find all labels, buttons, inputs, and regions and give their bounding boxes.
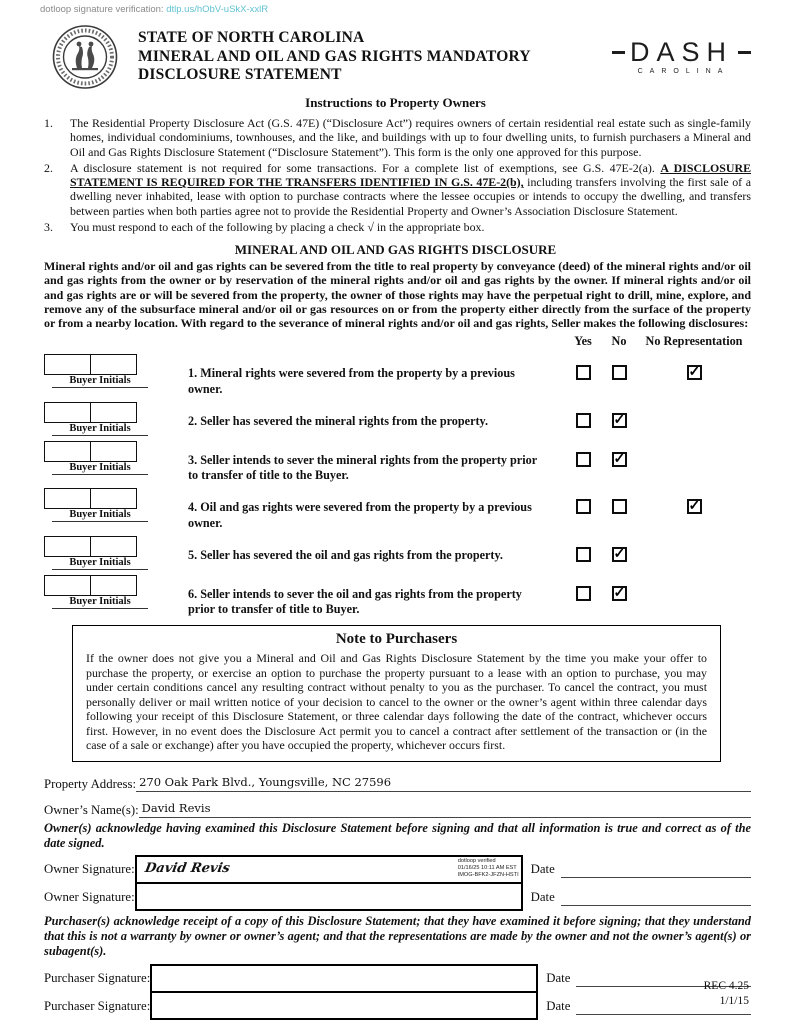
date-field[interactable] (561, 890, 751, 906)
buyer-initials-box[interactable] (90, 441, 137, 462)
disclosure-heading: MINERAL AND OIL AND GAS RIGHTS DISCLOSURE (234, 241, 557, 257)
yes-checkbox[interactable] (576, 365, 591, 380)
item-text: A disclosure statement is not required for some transactions. For a complete list of exemptions, see G.S. 47E-2(a). A DISCLOSURE STATEMENT IS REQUIRED FOR THE TRANSFERS IDENTIFIED IN G.S. 47E-2(b), including transfers involving the first sale of a dwelling never inhabited, lease with option to purchase contracts where the lessee occupies or intends to occupy the dwelling, and transfers between parties when both parties agree not to provide the Residential Property and Owner’s Association Disclosure Statement. (70, 160, 751, 218)
note-body: If the owner does not give you a Mineral and Oil and Gas Rights Disclosure Statement by the time you make your offer to purchase the property, or exercise an option to purchase the property pursuant to a lease with an option to purchase, you may under certain conditions cancel any resulting contract without penalty to you as the purchaser. To cancel the contract, you must personally deliver or mail written notice of your decision to cancel to the owner or the owner’s agent within three calendar days following your receipt of this Disclosure Statement, or three calendar days following the date of the contract, whichever occurs first. However, in no event does the Disclosure Act permit you to cancel a contract after settlement of the transaction or (in the case of a sale or exchange) after you have occupied the property, whichever occurs first. (86, 651, 707, 753)
table-header-row (44, 334, 751, 349)
note-to-purchasers-box (72, 625, 721, 762)
no-checkbox[interactable] (612, 547, 627, 562)
verification-label: dotloop signature verification: (40, 4, 164, 15)
yes-checkbox[interactable] (576, 452, 591, 467)
column-header-no: No (611, 334, 627, 349)
table-row (44, 575, 751, 618)
property-address-value[interactable]: 270 Oak Park Blvd., Youngsville, NC 27596 (136, 775, 751, 792)
item-text: You must respond to each of the following by placing a check √ in the appropriate box. (70, 219, 485, 234)
item-number: 1. (44, 116, 53, 130)
question-text: 4. Oil and gas rights were severed from the property by a previous owner. (188, 500, 532, 530)
purchaser-signature-label: Purchaser Signature: (44, 999, 151, 1014)
date-label: Date (546, 999, 571, 1014)
owner-signature-label: Owner Signature: (44, 890, 135, 905)
buyer-initials-block (44, 354, 176, 388)
question-text: 2. Seller has severed the mineral rights from the property. (188, 413, 489, 428)
date-label: Date (530, 862, 555, 877)
buyer-initials-label: Buyer Initials (52, 509, 148, 522)
yes-checkbox[interactable] (576, 499, 591, 514)
owner-acknowledgment-text: Owner(s) acknowledge having examined this Disclosure Statement before signing and that all information is true and correct as of the date signed. (44, 820, 751, 850)
property-address-row (0, 775, 791, 792)
buyer-initials-block (44, 402, 176, 436)
buyer-initials-block (44, 488, 176, 522)
owner-signature-label: Owner Signature: (44, 862, 135, 877)
no-checkbox[interactable] (612, 499, 627, 514)
instructions-heading: Instructions to Property Owners (305, 95, 486, 110)
buyer-initials-box[interactable] (44, 575, 91, 596)
purchaser-signature-field-1[interactable] (150, 964, 538, 993)
owner-name-label: Owner’s Name(s): (44, 802, 139, 817)
logo-left-dash (612, 51, 625, 54)
statutory-emphasis: A DISCLOSURE STATEMENT IS REQUIRED FOR THE TRANSFERS IDENTIFIED IN G.S. 47E-2(b), (70, 160, 751, 190)
instructions-list (0, 111, 791, 235)
buyer-initials-box[interactable] (44, 354, 91, 375)
owner-signature-row-1 (0, 855, 791, 884)
purchaser-signature-row-2 (0, 993, 791, 1020)
instruction-item-1 (44, 116, 751, 159)
form-title-block (138, 29, 612, 85)
buyer-initials-box[interactable] (90, 575, 137, 596)
purchaser-acknowledgment-text: Purchaser(s) acknowledge receipt of a copy of this Disclosure Statement; that they have examined it before signing; that they understand that this is not a warranty by owner or owner’s agent; and that the representations are made by the owner and not the owner’s agent(s) or subagent(s). (44, 914, 751, 959)
logo-right-dash (738, 51, 751, 54)
buyer-initials-box[interactable] (44, 402, 91, 423)
no-representation-checkbox[interactable] (687, 499, 702, 514)
item-number: 3. (44, 219, 53, 234)
no-checkbox[interactable] (612, 413, 627, 428)
table-row (44, 488, 751, 531)
column-header-yes: Yes (574, 334, 592, 349)
buyer-initials-box[interactable] (90, 354, 137, 375)
table-row (44, 354, 751, 397)
buyer-initials-label: Buyer Initials (52, 423, 148, 436)
no-checkbox[interactable] (612, 365, 627, 380)
purchaser-signature-label: Purchaser Signature: (44, 971, 151, 986)
date-field[interactable] (561, 862, 751, 878)
buyer-initials-box[interactable] (44, 536, 91, 557)
owner-name-value[interactable]: David Revis (139, 801, 751, 818)
question-text: 6. Seller intends to sever the oil and gas rights from the property prior to transfer of title to Buyer. (188, 586, 522, 617)
buyer-initials-label: Buyer Initials (52, 596, 148, 609)
column-header-no-representation: No Representation (645, 334, 743, 349)
table-row (44, 441, 751, 484)
buyer-initials-box[interactable] (90, 488, 137, 509)
property-address-label: Property Address: (44, 776, 137, 791)
logo-wordmark: DASH (629, 37, 733, 67)
buyer-initials-block (44, 575, 176, 609)
logo-subtext: CAROLINA (637, 68, 730, 75)
date-label: Date (530, 890, 555, 905)
owner-signature-field-1[interactable] (135, 855, 523, 884)
buyer-initials-box[interactable] (90, 536, 137, 557)
date-label: Date (546, 971, 571, 986)
dotloop-verification-bar (40, 4, 268, 15)
buyer-initials-box[interactable] (44, 441, 91, 462)
table-row (44, 402, 751, 436)
form-version-footer (704, 979, 749, 1010)
verification-link[interactable]: dtlp.us/hObV-uSkX-xxlR (166, 4, 269, 15)
note-title: Note to Purchasers (335, 631, 458, 648)
purchaser-signature-field-2[interactable] (150, 991, 538, 1020)
item-number: 2. (44, 160, 53, 175)
dotloop-verified-stamp: dotloop verified 01/16/25 10:11 AM EST IMOG-BFK2-JFZN-HSTI (457, 858, 519, 878)
yes-checkbox[interactable] (576, 413, 591, 428)
buyer-initials-box[interactable] (44, 488, 91, 509)
buyer-initials-block (44, 536, 176, 570)
form-date: 1/1/15 (719, 995, 749, 1008)
disclosure-body-text: Mineral rights and/or oil and gas rights can be severed from the title to real property by conveyance (deed) of the mineral rights and/or oil and gas rights from the owner or by reservation of the mineral rights and/or oil and gas rights by the owner. If mineral rights and/or oil and gas rights are or will be severed from the property, the owner of those rights may have the perpetual right to drill, mine, explore, and remove any of the subsurface mineral and/or oil or gas resources on or from the property either directly from the surface of the property or from a nearby location. With regard to the severance of mineral rights and/or oil and gas rights, Seller makes the following disclosures: (44, 258, 751, 331)
instruction-item-2 (44, 161, 751, 218)
no-checkbox[interactable] (612, 452, 627, 467)
instruction-item-3 (44, 220, 751, 235)
nc-real-estate-commission-seal-icon (44, 24, 126, 90)
buyer-initials-block (44, 441, 176, 475)
question-text: 3. Seller intends to sever the mineral rights from the property prior to transfer of title to the Buyer. (188, 452, 537, 483)
table-row (44, 536, 751, 570)
yes-checkbox[interactable] (576, 547, 591, 562)
buyer-initials-label: Buyer Initials (52, 375, 148, 388)
buyer-initials-label: Buyer Initials (52, 462, 148, 475)
form-main-title: MINERAL AND OIL AND GAS RIGHTS MANDATORY DISCLOSURE STATEMENT (138, 47, 531, 84)
form-code: REC 4.25 (703, 979, 749, 992)
item-text: The Residential Property Disclosure Act (G.S. 47E) (“Disclosure Act”) requires owners of certain residential real estate such as single-family homes, individual condominiums, townhouses, and the like, and buildings with up to four dwelling units, to furnish purchasers a Mineral and Oil and Gas Rights Disclosure Statement (“Disclosure Statement”). This form is the only one approved for this purpose. (70, 116, 751, 159)
no-representation-checkbox[interactable] (687, 365, 702, 380)
purchaser-signature-row-1 (0, 964, 791, 993)
no-checkbox[interactable] (612, 586, 627, 601)
dash-carolina-logo (612, 39, 751, 75)
form-state-title: STATE OF NORTH CAROLINA (138, 29, 365, 47)
owner-signature-field-2[interactable] (135, 882, 523, 911)
buyer-initials-box[interactable] (90, 402, 137, 423)
yes-checkbox[interactable] (576, 586, 591, 601)
buyer-initials-label: Buyer Initials (52, 557, 148, 570)
question-text: 1. Mineral rights were severed from the property by a previous owner. (188, 366, 515, 396)
question-text: 5. Seller has severed the oil and gas rights from the property. (188, 547, 503, 562)
owner-name-row (0, 801, 791, 818)
owner-signature-script: David Revis (143, 861, 231, 877)
owner-signature-row-2 (0, 884, 791, 911)
disclosure-table (0, 330, 791, 617)
